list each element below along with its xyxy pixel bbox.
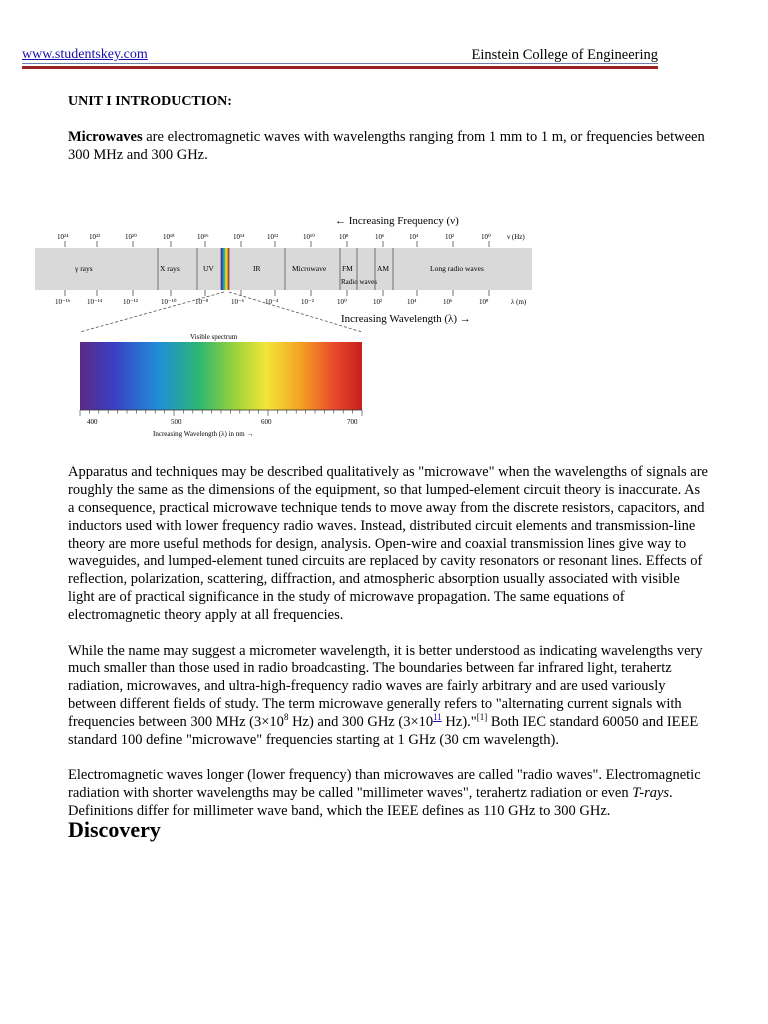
band-label: X rays: [160, 264, 180, 273]
unit-heading: UNIT I INTRODUCTION:: [68, 94, 232, 109]
visible-tick-label: 600: [261, 418, 272, 426]
t-rays-term: T-rays: [632, 785, 670, 802]
wavelength-axis-title: Increasing Wavelength (λ) →: [341, 313, 471, 325]
college-name: Einstein College of Engineering: [471, 47, 658, 63]
p2-text-b: Hz) and 300 GHz (3×10: [288, 713, 434, 730]
wavelength-tick-label: 10⁻¹⁴: [87, 298, 103, 306]
frequency-tick-label: 10¹⁴: [233, 233, 245, 241]
intro-text: are electromagnetic waves with wavelengths ranging from 1 mm to 1 m, or frequencies between 300 MHz and 300 GHz.: [68, 128, 705, 163]
site-link[interactable]: www.studentskey.com: [22, 47, 148, 62]
visible-tick-label: 500: [171, 418, 182, 426]
visible-spectrum-title: Visible spectrum: [190, 333, 238, 341]
frequency-tick-label: 10²⁴: [57, 233, 69, 241]
paragraph-apparatus: Apparatus and techniques may be described qualitatively as "microwave" when the wavelengths of signals are roughly the same as the dimensions of the equipment, so that lumped-element circuit theory is inaccurate. As a consequence, practical microwave technique tends to move away from the discrete resistors, capacitors, and inductors used with lower frequency radio waves. Instead, distributed circuit elements and transmission-line theory are more useful methods for design, analysis. Open-wire and coaxial transmission lines give way to waveguides, and lumped-element tuned circuits are replaced by cavity resonators or resonant lines. Effects of reflection, polarization, scattering, diffraction, and atmospheric absorption usually associated with visible light are of practical significance in the study of microwave propagation. The same equations of electromagnetic theory apply at all frequencies.: [68, 464, 708, 623]
intro-paragraph: [68, 129, 708, 165]
frequency-tick-label: 10⁴: [409, 233, 419, 241]
frequency-axis-title: ← Increasing Frequency (ν): [335, 215, 459, 227]
band-label: AM: [377, 264, 390, 273]
wavelength-tick-label: 10⁴: [407, 298, 417, 306]
frequency-tick-label: 10⁸: [339, 233, 349, 241]
band-label: Long radio waves: [430, 264, 484, 273]
wavelength-tick-label: 10⁻¹⁰: [161, 298, 177, 306]
radio-waves-label: Radio waves: [341, 278, 377, 286]
wavelength-tick-label: 10⁰: [337, 298, 347, 306]
wavelength-tick-label: 10⁻²: [301, 298, 314, 306]
wavelength-tick-label: 10⁻⁴: [265, 298, 279, 306]
header-rule-red: [22, 66, 658, 69]
page-header: [22, 45, 658, 75]
band-label: γ rays: [75, 264, 93, 273]
visible-tick-label: 700: [347, 418, 358, 426]
paragraph-radio-waves: [68, 767, 708, 820]
band-label: IR: [253, 264, 261, 273]
wavelength-tick-label: 10⁸: [479, 298, 489, 306]
reference-1-link[interactable]: [1]: [476, 711, 488, 722]
wavelength-unit: λ (m): [511, 298, 527, 306]
wavelength-tick-label: 10²: [373, 298, 383, 306]
p2-text-a: While the name may suggest a micrometer wavelength, it is better understood as indicating wavelengths very much smaller than those used in radio broadcasting. The boundaries between far infrared light, terahertz radiation, microwaves, and ultra-high-frequency radio waves are fairly arbitrary and are used variously between different fields of study. The term microwave generally refers to "alternating current signals with frequencies between 300 MHz (3×10: [68, 642, 703, 730]
wavelength-tick-label: 10⁻¹⁶: [55, 298, 71, 306]
section-heading-discovery: Discovery: [68, 816, 161, 842]
p2-superscript-8: 8: [283, 711, 289, 722]
frequency-tick-label: 10²⁰: [125, 233, 137, 241]
visible-tick-label: 400: [87, 418, 98, 426]
intro-term: Microwaves: [68, 128, 143, 145]
frequency-tick-label: 10¹⁸: [163, 233, 175, 241]
main-content: [68, 93, 708, 842]
frequency-tick-label: 10⁰: [481, 233, 491, 241]
frequency-tick-label: 10¹⁰: [303, 233, 315, 241]
wavelength-tick-label: 10⁻⁸: [195, 298, 209, 306]
frequency-tick-label: 10⁶: [375, 233, 385, 241]
frequency-tick-label: 10²²: [89, 233, 101, 241]
p2-text-c: Hz).": [441, 713, 477, 730]
p3-text-a: Electromagnetic waves longer (lower frequency) than microwaves are called "radio waves". Electromagnetic radiation with shorter wavelengths may be called "millimeter waves", terahertz radiation or even: [68, 767, 701, 802]
p2-superscript-11[interactable]: 11: [433, 711, 442, 722]
wavelength-tick-label: 10⁻⁶: [231, 298, 245, 306]
frequency-tick-label: 10²: [445, 233, 455, 241]
p3-text-b: . Definitions differ for millimeter wave band, which the IEEE defines as 110 GHz to 300 GHz.: [68, 785, 673, 819]
header-rule-blue: [22, 63, 658, 64]
wavelength-tick-label: 10⁶: [443, 298, 453, 306]
frequency-unit: ν (Hz): [507, 233, 525, 241]
band-label: UV: [203, 264, 214, 273]
wavelength-tick-label: 10⁻¹²: [123, 298, 138, 306]
paragraph-definition: [68, 643, 708, 750]
frequency-tick-label: 10¹⁶: [197, 233, 209, 241]
band-label: Microwave: [292, 264, 327, 273]
band-label: FM: [342, 264, 353, 273]
frequency-tick-label: 10¹²: [267, 233, 279, 241]
p2-text-d: Both IEC standard 60050 and IEEE standard 100 define "microwave" frequencies starting at 1 GHz (30 cm wavelength).: [68, 713, 699, 748]
visible-axis-title: Increasing Wavelength (λ) in nm →: [153, 430, 254, 438]
